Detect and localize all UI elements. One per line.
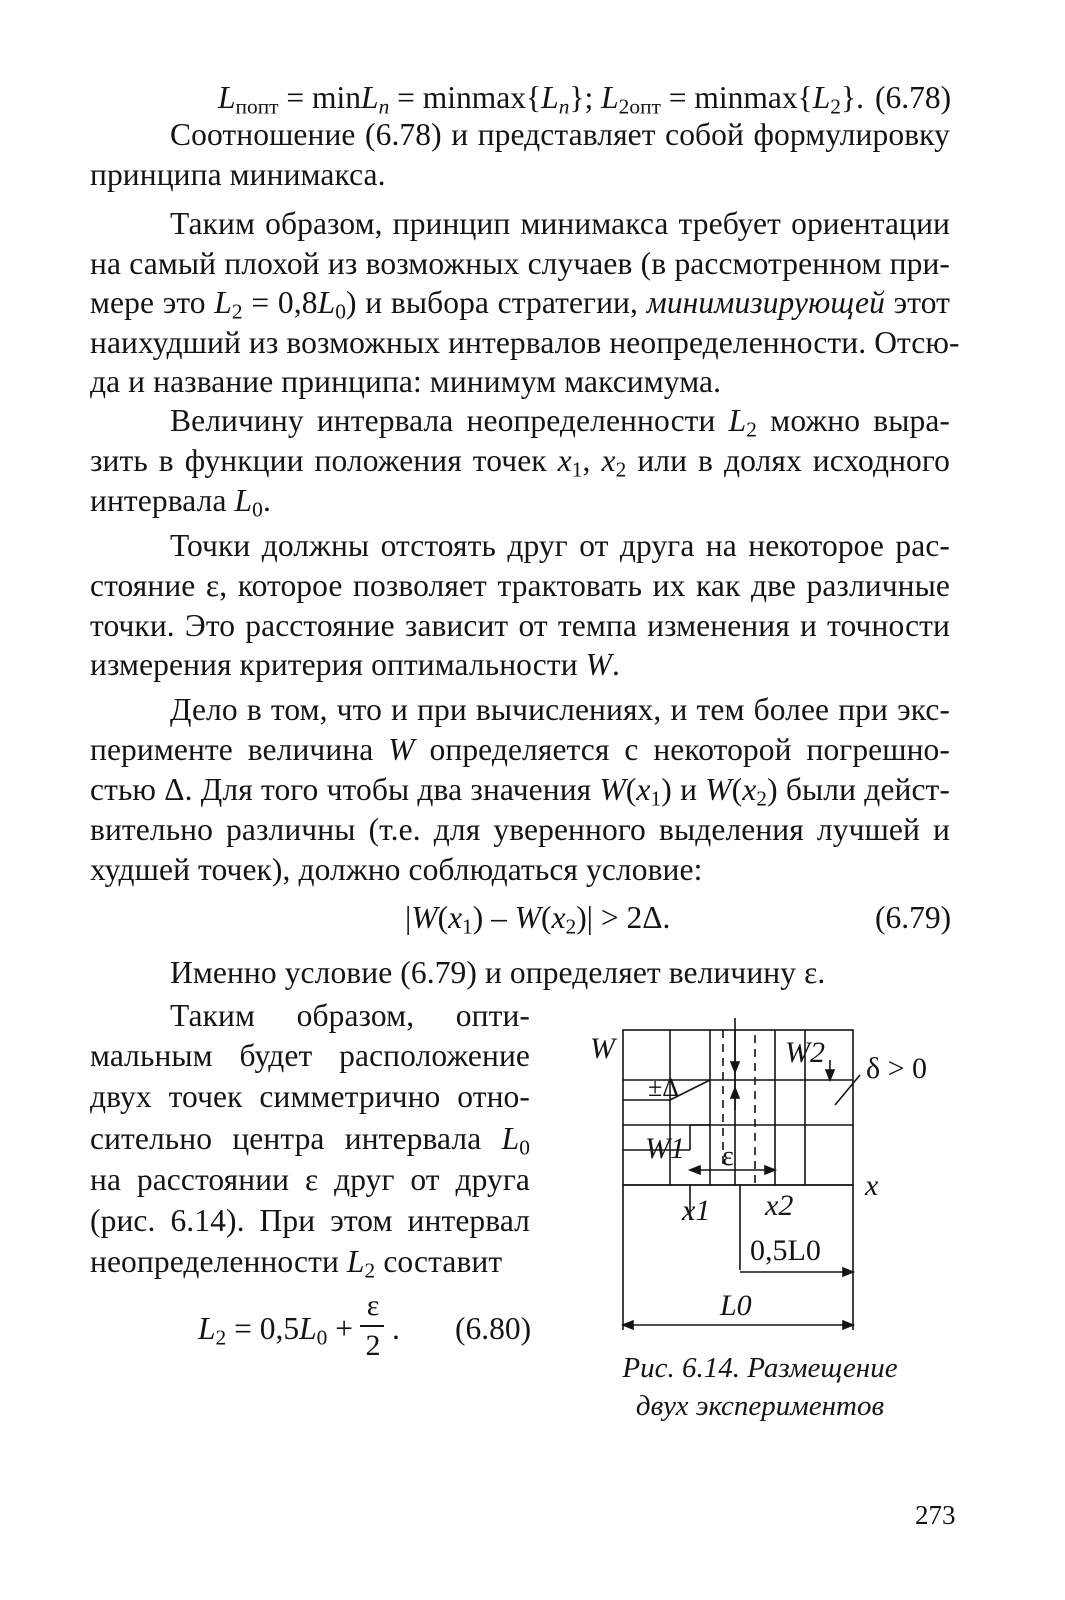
figure-label-w2: W2 (785, 1036, 825, 1069)
para7-line3: двух точек симметрично отно- (90, 1079, 530, 1114)
page-number: 273 (915, 1500, 956, 1530)
para2-line1: Таким образом, принцип минимакса требует ориентации (170, 206, 950, 241)
formula-6-79-number: (6.79) (875, 900, 952, 935)
formula-6-80-dot: . (392, 1311, 400, 1346)
figure-label-pm-delta: ±Δ (648, 1073, 679, 1102)
para3-line2: зить в функции положения точек $x_1$, $x_2$ или в долях исходного (90, 443, 950, 482)
para5-line3: стью Δ. Для того чтобы два значения $W(x_1)$ и $W(x_2)$ были дейст- (90, 772, 950, 811)
figure-label-delta-cond: δ > 0 (866, 1052, 928, 1085)
figure-label-x2: x2 (765, 1189, 794, 1222)
para3-line1: Величину интервала неопределенности $L_2$ можно выра- (170, 403, 950, 442)
formula-6-80-denominator: 2 (365, 1329, 381, 1362)
para5-line4: вительно различны (т.е. для уверенного выделения лучшей и (90, 812, 950, 847)
para1-line2: принципа минимакса. (90, 157, 386, 192)
figure-label-epsilon: ε (722, 1141, 734, 1172)
para7-line4: сительно центра интервала $L_0$ (90, 1121, 530, 1160)
figure-label-half-l0: 0,5L0 (750, 1234, 821, 1267)
para2-line3: мере это $L_2 = 0,8L_0$) и выбора стратегии, минимизирующей этот (90, 285, 950, 324)
para7-line5: на расстоянии ε друг от друга (90, 1162, 530, 1197)
figure-caption-line1: Рис. 6.14. Размещение (622, 1352, 898, 1384)
para2-line4: наихудший из возможных интервалов неопределенности. Отсю- (90, 325, 960, 360)
formula-6-80-numerator: ε (366, 1289, 380, 1322)
para4-line3: точки. Это расстояние зависит от темпа изменения и точности (90, 608, 950, 643)
figure-label-w1: W1 (645, 1132, 685, 1165)
para2-line5: да и название принципа: минимум максимума. (90, 364, 722, 399)
figure-6-14 (560, 1010, 960, 1345)
formula-6-79: $|W(x_1) - W(x_2)| > 2\Delta$. (405, 900, 671, 939)
figure-label-x1: x1 (682, 1194, 711, 1227)
para5-line1: Дело в том, что и при вычислениях, и тем более при экс- (170, 692, 950, 727)
formula-6-80-fraction-bar (360, 1325, 384, 1327)
figure-label-x-axis: x (865, 1169, 879, 1202)
para4-line2: стояние ε, которое позволяет трактовать их как две различные (90, 568, 950, 603)
formula-6-78-number: (6.78) (875, 80, 952, 115)
figure-label-w-axis: W (590, 1032, 615, 1065)
para2-line2: на самый плохой из возможных случаев (в рассмотренном при- (90, 246, 950, 281)
formula-6-80-lhs: $L_2 = 0,5L_0$ + (198, 1311, 353, 1350)
para7-line6: (рис. 6.14). При этом интервал (90, 1203, 530, 1238)
para4-line1: Точки должны отстоять друг от друга на некоторое рас- (170, 528, 950, 563)
formula-6-80-number: (6.80) (455, 1311, 532, 1346)
para7-line2: мальным будет расположение (90, 1038, 530, 1073)
formula-6-78: $L_{попт} = \min L_n = minmax\{L_n\}$; $L_{2опт} = minmax\{L_2\}$. (218, 80, 864, 119)
figure-caption-line2: двух экспериментов (635, 1390, 885, 1422)
para7-line7: неопределенности $L_2$ составит (90, 1244, 503, 1283)
para7-line1: Таким образом, опти- (170, 998, 530, 1033)
para5-line5: худшей точек), должно соблюдаться условие: (90, 852, 703, 887)
para4-line4: измерения критерия оптимальности W. (90, 647, 620, 682)
para5-line2: перименте величина W определяется с некоторой погрешно- (90, 732, 950, 767)
para6: Именно условие (6.79) и определяет величину ε. (170, 955, 826, 990)
para3-line3: интервала $L_0$. (90, 483, 271, 522)
para1-line1: Соотношение (6.78) и представляет собой формулировку (170, 117, 950, 152)
figure-label-l0: L0 (720, 1289, 752, 1322)
